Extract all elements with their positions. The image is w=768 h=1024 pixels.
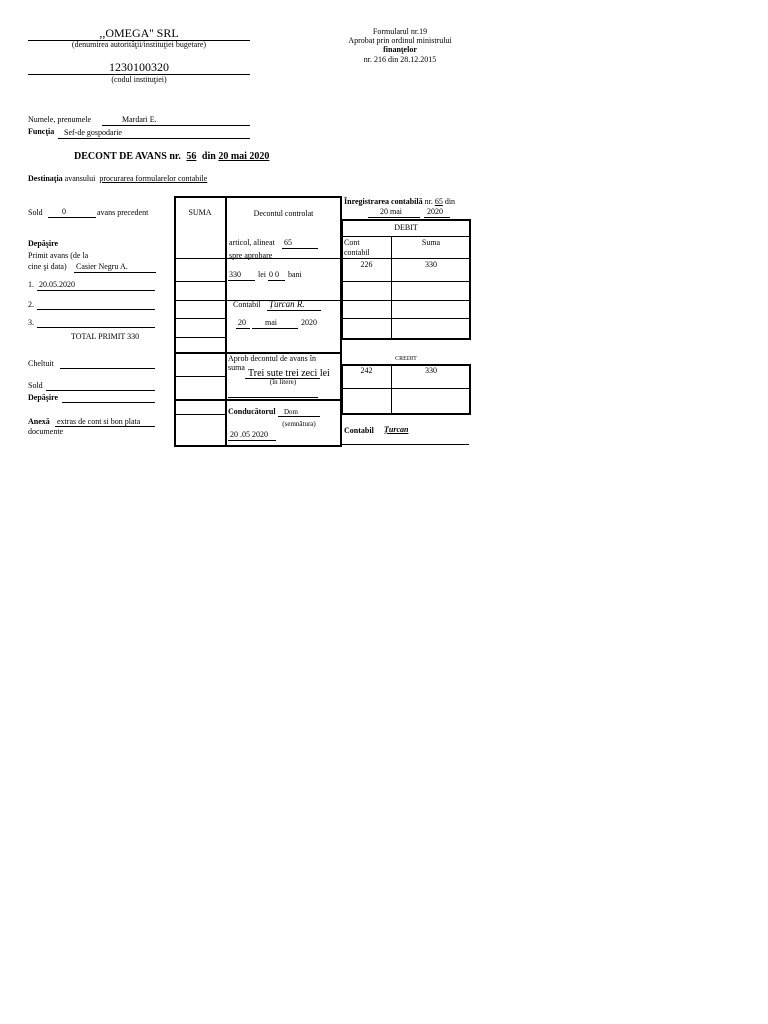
conducator-date: 20 .05 2020 <box>230 430 268 439</box>
function-value: Sef-de gospodarie <box>64 128 122 137</box>
articol-value: 65 <box>284 238 292 247</box>
bani-label: bani <box>288 270 302 279</box>
control-day: 20 <box>238 318 246 327</box>
suma-in-words: Trei sute trei zeci lei <box>248 368 330 379</box>
spre-aprobare: spre aprobare <box>229 251 273 260</box>
conducator-label: Conducătorul <box>228 407 276 416</box>
suma-header-right: Suma <box>421 238 441 247</box>
function-label: Funcţia <box>28 127 55 136</box>
row1-value: 20.05.2020 <box>39 280 75 289</box>
row3-number: 3. <box>28 318 34 327</box>
credit-cont-value: 242 <box>360 366 373 375</box>
decont-header: Decontul controlat <box>253 209 314 218</box>
sold2-label: Sold <box>28 381 43 390</box>
aprob-label: Aprob decontul de avans în <box>228 354 316 363</box>
inregistrare-year: 2020 <box>427 207 443 216</box>
debit-cont-value: 226 <box>360 260 373 269</box>
contabil-label: Contabil <box>233 300 261 309</box>
inregistrare-date: 20 mai <box>380 207 402 216</box>
cont-header-1: Cont <box>344 238 360 247</box>
debit-suma-value: 330 <box>425 260 437 269</box>
row2-number: 2. <box>28 300 34 309</box>
lei-label: lei <box>258 270 266 279</box>
debit-table <box>341 219 471 340</box>
depasire-label: Depăşire <box>28 239 59 248</box>
code-caption: (codul instituţiei) <box>111 75 167 84</box>
inregistrare-header: Înregistrarea contabilă nr. 65 din <box>344 197 456 206</box>
company-caption: (denumirea autorităţii/instituţiei bugetare) <box>71 40 207 49</box>
credit-suma-value: 330 <box>425 366 437 375</box>
form-order: nr. 216 din 28.12.2015 <box>363 55 437 64</box>
suma-header: SUMA <box>188 208 212 217</box>
destination-line: Destinaţia avansului procurarea formularelor contabile <box>28 174 208 183</box>
contabil-signature: Țurcan R. <box>269 299 305 309</box>
contabil-label-right: Contabil <box>344 426 374 435</box>
total-primit: TOTAL PRIMIT 330 <box>71 332 140 341</box>
anexa-label: Anexă <box>28 417 50 426</box>
row1-number: 1. <box>28 280 34 289</box>
depasire2-label: Depăşire <box>28 393 59 402</box>
form-approved: Aprobat prin ordinul ministrului <box>348 36 452 45</box>
sold-value: 0 <box>62 207 66 216</box>
form-number: Formularul nr.19 <box>372 27 428 36</box>
primit-label-2: cine şi data) <box>28 262 67 271</box>
control-year: 2020 <box>301 318 317 327</box>
conducator-signature: Dom <box>284 408 298 416</box>
primit-value: Casier Negru A. <box>76 262 128 271</box>
articol-label: articol, alineat <box>229 238 275 247</box>
bani-value: 0 0 <box>269 270 279 279</box>
cheltuit-label: Cheltuit <box>28 359 54 368</box>
control-month: mai <box>265 318 277 327</box>
documente-label: documente <box>28 427 64 436</box>
semnatura-caption: (semnătura) <box>282 420 316 428</box>
form-ministry: finanţelor <box>383 45 417 54</box>
name-label: Numele, prenumele <box>28 115 92 124</box>
anexa-value: extras de cont si bon plata <box>57 417 141 426</box>
primit-label-1: Primit avans (de la <box>28 251 89 260</box>
cont-header-2: contabil <box>344 248 370 257</box>
sold-suffix: avans precedent <box>97 208 149 217</box>
debit-header: DEBIT <box>394 223 418 232</box>
institution-code: 1230100320 <box>109 60 169 74</box>
in-litere-caption: (în litere) <box>269 378 297 386</box>
company-name: ,,OMEGA'' SRL <box>99 26 179 40</box>
name-value: Mardari E. <box>122 115 157 124</box>
contabil-signature-right: Țurcan <box>384 425 409 434</box>
document-title: DECONT DE AVANS nr. 56 din 20 mai 2020 <box>74 151 270 162</box>
sold-label: Sold <box>28 208 43 217</box>
credit-header: CREDIT <box>395 356 417 362</box>
lei-value: 330 <box>229 270 241 279</box>
suma-label: suma <box>228 363 245 372</box>
